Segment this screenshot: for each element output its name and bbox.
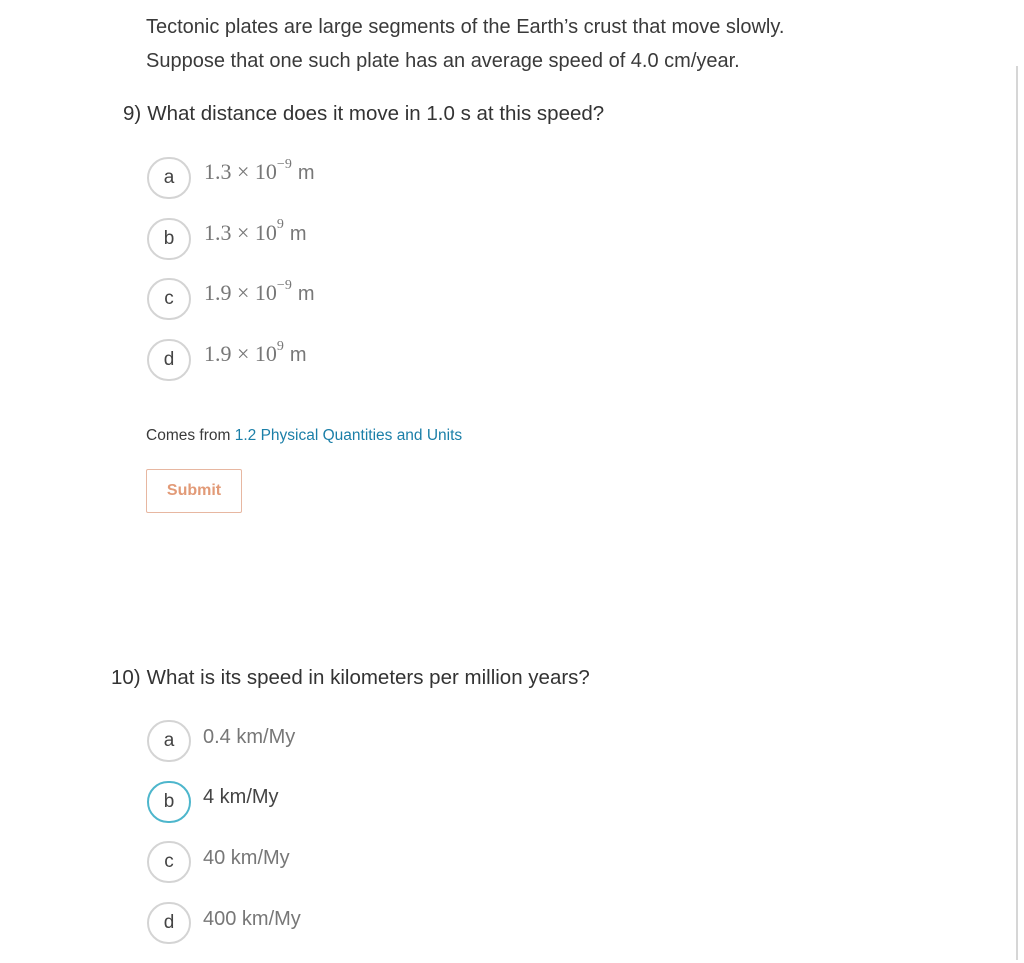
option-9c[interactable] [147, 278, 315, 320]
option-9a[interactable] [147, 157, 315, 199]
option-letter-bubble[interactable]: c [147, 278, 191, 320]
option-9d[interactable] [147, 339, 315, 381]
question-9-title [123, 100, 604, 128]
option-exponent: −9 [276, 156, 292, 172]
question-9-number: 9) [123, 102, 142, 125]
option-mantissa: 1.3 × 10 [204, 219, 277, 245]
option-letter-bubble[interactable]: d [147, 902, 191, 944]
source-prefix: Comes from [146, 427, 231, 444]
option-9b[interactable] [147, 218, 315, 260]
question-9-options [147, 157, 315, 400]
option-10d[interactable] [147, 902, 301, 944]
option-letter-bubble[interactable]: d [147, 339, 191, 381]
question-10-number: 10) [111, 666, 141, 689]
option-mantissa: 1.3 × 10 [204, 159, 277, 184]
option-unit: m [297, 162, 315, 184]
question-10-title [111, 664, 590, 692]
option-10b[interactable] [147, 781, 301, 823]
option-text: 0.4 km/My [203, 725, 296, 748]
scrollbar[interactable] [1016, 66, 1018, 960]
option-exponent: −9 [276, 278, 292, 294]
option-unit: m [289, 222, 307, 245]
option-value [204, 280, 315, 306]
option-text: 400 km/My [203, 907, 301, 930]
option-10a[interactable] [147, 720, 301, 762]
submit-button[interactable]: Submit [146, 469, 242, 513]
problem-intro [146, 10, 966, 78]
option-exponent: 9 [276, 338, 284, 354]
question-10-text: What is its speed in kilometers per million years? [146, 666, 590, 689]
option-exponent: 9 [276, 217, 284, 233]
intro-line-1: Tectonic plates are large segments of the Earth’s crust that move slowly. [146, 16, 785, 38]
option-letter-bubble[interactable]: a [147, 157, 191, 199]
option-letter-bubble[interactable]: a [147, 720, 191, 762]
option-10c[interactable] [147, 841, 301, 883]
source-note [146, 427, 462, 445]
option-letter-bubble[interactable]: b [147, 218, 191, 260]
source-link[interactable]: 1.2 Physical Quantities and Units [234, 427, 463, 444]
option-letter-bubble-selected[interactable]: b [147, 781, 191, 823]
option-value [204, 338, 307, 367]
option-unit: m [289, 344, 307, 367]
option-value [204, 217, 307, 246]
option-text: 40 km/My [203, 846, 290, 869]
option-text: 4 km/My [203, 786, 279, 809]
option-unit: m [297, 283, 315, 306]
question-9-text: What distance does it move in 1.0 s at this speed? [147, 102, 605, 125]
option-mantissa: 1.9 × 10 [204, 341, 277, 367]
question-10-options [147, 720, 301, 963]
intro-line-2: Suppose that one such plate has an average speed of 4.0 cm/year. [146, 50, 740, 72]
option-value [204, 156, 315, 185]
option-mantissa: 1.9 × 10 [204, 280, 277, 306]
option-letter-bubble[interactable]: c [147, 841, 191, 883]
